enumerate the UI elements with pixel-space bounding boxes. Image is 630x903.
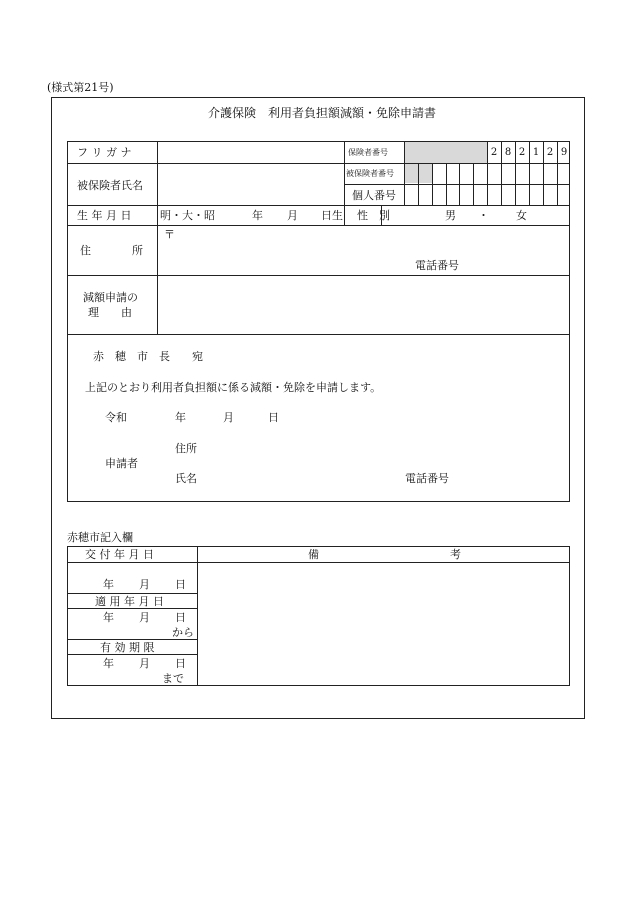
valid-until: まで bbox=[162, 672, 184, 685]
gender-separator: ・ bbox=[478, 209, 489, 222]
valid-year: 年 bbox=[103, 657, 114, 670]
address-label-1: 住 bbox=[80, 244, 91, 257]
applicant-label: 申請者 bbox=[105, 457, 138, 470]
reason-label-1: 減額申請の bbox=[83, 291, 138, 304]
apply-date-label: 適 用 年 月 日 bbox=[95, 595, 164, 608]
gender-male: 男 bbox=[445, 209, 456, 222]
insured-name-label: 被保険者氏名 bbox=[77, 179, 143, 192]
applicant-name-label: 氏名 bbox=[175, 472, 197, 485]
gender-label: 性 別 bbox=[357, 209, 390, 222]
office-heading: 赤穂市記入欄 bbox=[67, 531, 133, 544]
remarks-label-2: 考 bbox=[450, 548, 461, 561]
insurer-digit: 2 bbox=[490, 147, 498, 158]
date-day: 日 bbox=[268, 411, 279, 424]
date-year: 年 bbox=[175, 411, 186, 424]
insurer-digit: 9 bbox=[560, 147, 568, 158]
insurer-digit: 8 bbox=[504, 147, 512, 158]
valid-month: 月 bbox=[139, 657, 150, 670]
era-options: 明・大・昭 bbox=[160, 209, 215, 222]
postal-mark: 〒 bbox=[164, 228, 175, 241]
form-number: (様式第21号) bbox=[47, 81, 114, 94]
furigana-label: フ リ ガ ナ bbox=[77, 146, 132, 159]
birth-day-suffix: 日生 bbox=[321, 209, 343, 222]
birthdate-label: 生 年 月 日 bbox=[77, 209, 132, 222]
issue-month: 月 bbox=[139, 578, 150, 591]
date-era: 令和 bbox=[105, 411, 127, 424]
addressee: 赤 穂 市 長 宛 bbox=[93, 350, 203, 363]
remarks-label-1: 備 bbox=[308, 548, 319, 561]
address-phone-label: 電話番号 bbox=[415, 259, 459, 272]
insurer-number-shade bbox=[404, 142, 488, 163]
insurer-number-label: 保険者番号 bbox=[348, 148, 388, 157]
address-label-2: 所 bbox=[132, 244, 143, 257]
insurer-digit: 2 bbox=[518, 147, 526, 158]
apply-year: 年 bbox=[103, 611, 114, 624]
applicant-table bbox=[67, 141, 570, 502]
gender-female: 女 bbox=[516, 209, 527, 222]
birth-year: 年 bbox=[252, 209, 263, 222]
issue-year: 年 bbox=[103, 578, 114, 591]
date-month: 月 bbox=[223, 411, 234, 424]
birth-month: 月 bbox=[287, 209, 298, 222]
insured-number-label: 被保険者番号 bbox=[346, 169, 394, 178]
apply-day: 日 bbox=[175, 611, 186, 624]
form-title: 介護保険 利用者負担額減額・免除申請書 bbox=[208, 106, 437, 120]
declaration-statement: 上記のとおり利用者負担額に係る減額・免除を申請します。 bbox=[85, 381, 382, 394]
applicant-phone-label: 電話番号 bbox=[405, 472, 449, 485]
insurer-digit: 2 bbox=[546, 147, 554, 158]
insurer-digit: 1 bbox=[532, 147, 540, 158]
valid-label: 有 効 期 限 bbox=[100, 641, 155, 654]
applicant-address-label: 住所 bbox=[175, 442, 197, 455]
valid-day: 日 bbox=[175, 657, 186, 670]
reason-label-2: 理 由 bbox=[88, 306, 132, 319]
apply-month: 月 bbox=[139, 611, 150, 624]
apply-from: から bbox=[172, 626, 194, 639]
issue-date-label: 交 付 年 月 日 bbox=[85, 548, 154, 561]
personal-number-label: 個人番号 bbox=[352, 189, 396, 202]
issue-day: 日 bbox=[175, 578, 186, 591]
